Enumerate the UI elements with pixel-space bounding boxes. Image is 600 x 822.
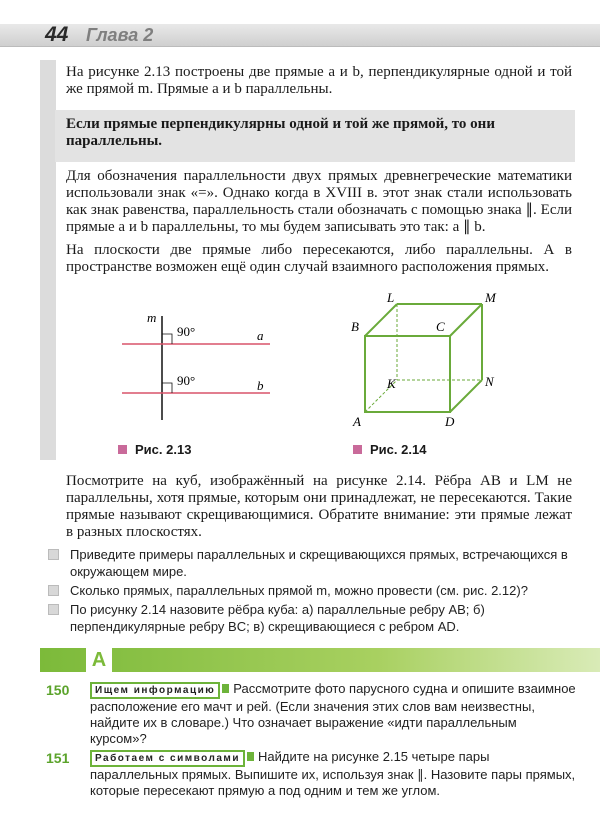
question-text: Сколько прямых, параллельных прямой m, можно провести (см. рис. 2.12)? (70, 583, 528, 598)
figure-2-14 (345, 290, 505, 430)
question-item (48, 582, 573, 599)
paragraph-intro: На рисунке 2.13 построены две прямые a и b, перпендикулярные одной и той же прямой m. Прямые a и b параллельны. (66, 64, 572, 97)
task-tag: Работаем с символами (90, 750, 245, 767)
left-margin-bar (40, 60, 56, 460)
vertex-K: K (387, 376, 396, 391)
task-text: Найдите на рисунке 2.15 четыре пары параллельных прямых. Выпишите их, используя знак ∥. Назовите пары прямых, которые пересекают прямую a под одним и тем же углом. (90, 749, 576, 798)
task-number-151: 151 (46, 750, 70, 766)
task-150 (90, 681, 576, 747)
paragraph-space: На плоскости две прямые либо пересекаются, либо параллельны. А в пространстве возможен ещё один случай взаимного расположения прямых. (66, 242, 572, 275)
tag-marker (222, 684, 229, 693)
task-tag: Ищем информацию (90, 682, 220, 699)
right-angle-mark-b (162, 383, 172, 393)
task-text: Рассмотрите фото парусного судна и опишите взаимное расположение его мачт и рей. (Если значения этих слов вам неизвестны, найдите их в словаре.) Что означает выражение «идти параллельным курсом»? (90, 681, 576, 746)
page-number: 44 (45, 23, 69, 46)
question-item (48, 546, 573, 580)
caption-marker (118, 445, 127, 454)
angle-label-2: 90° (177, 373, 196, 388)
section-letter: А (86, 648, 112, 672)
question-marker (48, 549, 59, 560)
caption-text: Рис. 2.14 (370, 442, 427, 457)
edge-CM (450, 304, 482, 336)
label-a: a (257, 328, 264, 343)
right-angle-mark-a (162, 334, 172, 344)
caption-text: Рис. 2.13 (135, 442, 192, 457)
label-b: b (257, 378, 264, 393)
edge-BL (365, 304, 397, 336)
section-a-bar (40, 648, 600, 672)
theorem-text: Если прямые перпендикулярны одной и той же прямой, то они параллельны. (66, 116, 495, 149)
figure-2-13 (115, 308, 275, 428)
chapter-title: Глава 2 (86, 25, 154, 45)
question-marker (48, 604, 59, 615)
vertex-A: A (353, 414, 361, 429)
vertex-B: B (351, 319, 359, 334)
questions-list (48, 546, 573, 635)
paragraph-skew-lines: Посмотрите на куб, изображённый на рисунке 2.14. Рёбра AB и LM не параллельны, хотя прямые, которым они принадлежат, не пересекаются. Такие прямые называют скрещивающимися. Обратите внимание: эти прямые лежат в разных плоскостях. (66, 473, 572, 540)
caption-marker (353, 445, 362, 454)
label-m: m (147, 310, 157, 325)
question-item (48, 601, 573, 635)
question-text: По рисунку 2.14 назовите рёбра куба: а) параллельные ребру AB; б) перпендикулярные ребру BC; в) скрещивающиеся с ребром AD. (70, 602, 485, 634)
angle-label-1: 90° (177, 324, 196, 339)
question-text: Приведите примеры параллельных и скрещивающихся прямых, встречающихся в окружающем мире. (70, 547, 568, 579)
face-ABCD (365, 336, 450, 412)
vertex-M: M (485, 290, 496, 305)
vertex-L: L (387, 290, 395, 305)
vertex-D: D (445, 414, 455, 429)
paragraph-notation: Для обозначения параллельности двух прямых древнегреческие математики использовали знак «=». Однако когда в XVIII в. этот знак стали использовать как знак равенства, параллельность стали обозначать с помощью знака ∥. Если прямые a и b параллельны, то мы будем записывать это так: a ∥ b. (66, 168, 572, 235)
caption-2-13 (118, 442, 191, 457)
vertex-N: N (485, 374, 494, 389)
tag-marker (247, 752, 254, 761)
task-151 (90, 749, 576, 799)
vertex-C: C (436, 319, 445, 334)
edge-DN (450, 380, 482, 412)
task-number-150: 150 (46, 682, 70, 698)
caption-2-14 (353, 442, 426, 457)
question-marker (48, 585, 59, 596)
